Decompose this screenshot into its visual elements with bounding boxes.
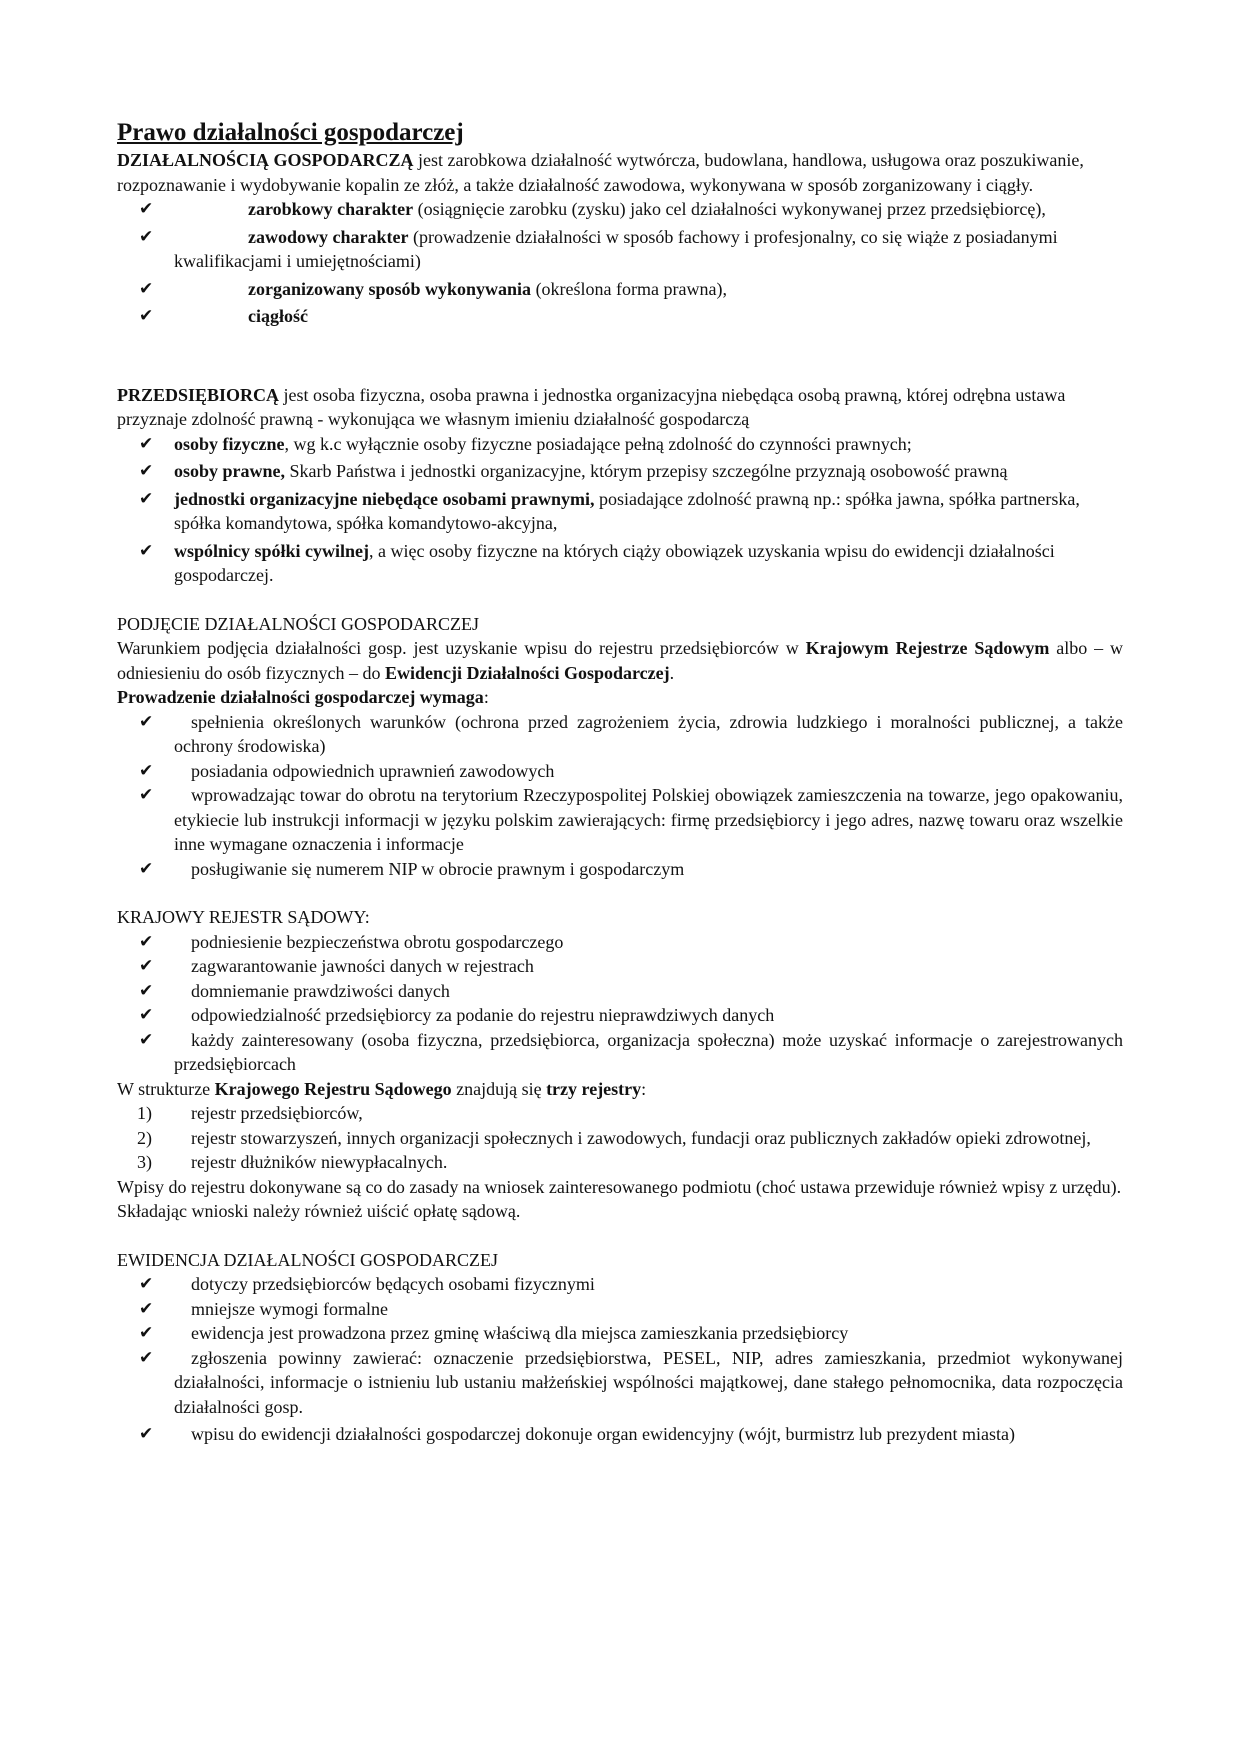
page-title: Prawo działalności gospodarczej — [117, 119, 464, 146]
item-bold: zawodowy charakter — [248, 226, 409, 247]
item-text: każdy zainteresowany (osoba fizyczna, przedsiębiorca, organizacja społeczna) może uzyskać informacje o zarejestrowanych przedsiębiorcach — [174, 1029, 1123, 1074]
paragraph — [117, 636, 1123, 685]
item-text: mniejsze wymogi formalne — [191, 1298, 388, 1319]
list-item — [117, 1028, 1123, 1077]
list-item — [117, 1272, 1123, 1297]
item-number: 1) — [137, 1103, 152, 1123]
item-text: spełnienia określonych warunków (ochrona przed zagrożeniem życia, zdrowia ludzkiego i moralności publicznej, a także ochrony środowiska) — [174, 711, 1123, 756]
item-text: posiadania odpowiednich uprawnień zawodowych — [191, 760, 555, 781]
bold-text: Ewidencji Działalności Gospodarczej — [384, 662, 670, 683]
paragraph — [117, 685, 1123, 710]
bold-text: Prowadzenie działalności gospodarczej wymaga — [117, 687, 484, 707]
list-item — [117, 1126, 1123, 1151]
list-item — [117, 710, 1123, 759]
list-item — [117, 1346, 1123, 1420]
item-text: zgłoszenia powinny zawierać: oznaczenie przedsiębiorstwa, PESEL, NIP, adres zamieszkania, przedmiot wykonywanej działalności, informacje o istnieniu lub ustaniu małżeńskiej wspólności majątkowej, dane stałego pełnomocnika, data rozpoczęcia działalności gosp. — [174, 1347, 1123, 1417]
text: . — [669, 662, 675, 683]
list-item — [117, 1321, 1123, 1346]
text: : — [364, 907, 370, 927]
item-bold: ciągłość — [248, 306, 308, 326]
item-text: wprowadzając towar do obrotu na terytorium Rzeczypospolitej Polskiej obowiązek zamieszczenia na towarze, jego opakowaniu, etykiecie lub instrukcji informacji w języku polskim zawierających: firmę przedsiębiorcy i jego adres, nazwę towaru oraz wszelkie inne wymagane oznaczenia i informacje — [174, 785, 1123, 854]
list-item — [117, 304, 1123, 329]
list-item — [117, 1422, 1123, 1447]
list-item — [117, 225, 1123, 274]
item-text: rejestr przedsiębiorców, — [191, 1103, 363, 1123]
list-item — [117, 759, 1123, 784]
term-business-activity: DZIAŁALNOŚCIĄ GOSPODARCZĄ — [117, 150, 414, 170]
item-text: (osiągnięcie zarobku (zysku) jako cel działalności wykonywanej przez przedsiębiorcę), — [413, 199, 1046, 219]
document-page — [117, 118, 1123, 1447]
item-text: rejestr dłużników niewypłacalnych. — [191, 1152, 448, 1172]
list-item — [117, 277, 1123, 302]
entrepreneur-checklist — [117, 432, 1123, 588]
section-heading: EWIDENCJA DZIAŁALNOŚCI GOSPODARCZEJ — [117, 1249, 498, 1270]
list-item — [117, 954, 1123, 979]
item-text: posiadające zdolność prawną np.: spółka jawna, spółka partnerska, spółka komandytowa, spółka komandytowo-akcyjna, — [174, 488, 1080, 533]
list-item — [117, 1003, 1123, 1028]
list-item — [117, 539, 1123, 588]
section-heading — [117, 905, 1123, 930]
list-item — [117, 979, 1123, 1004]
item-bold: wspólnicy spółki cywilnej — [174, 540, 370, 561]
item-text: odpowiedzialność przedsiębiorcy za podanie do rejestru nieprawdziwych danych — [191, 1005, 775, 1025]
item-text: , wg k.c wyłącznie osoby fizyczne posiadające pełną zdolność do czynności prawnych; — [284, 433, 912, 454]
item-text: wpisu do ewidencji działalności gospodarczej dokonuje organ ewidencyjny (wójt, burmistrz lub prezydent miasta) — [191, 1424, 1015, 1444]
definition-text: jest osoba fizyczna, osoba prawna i jednostka organizacyjna niebędąca osobą prawną, której odrębna ustawa przyznaje zdolność prawną - wykonująca we własnym imieniu działalność gospodarczą — [117, 384, 1066, 429]
list-item — [117, 783, 1123, 857]
bold-text: trzy rejestry — [546, 1078, 642, 1099]
text: : — [641, 1078, 647, 1099]
list-item — [117, 487, 1123, 536]
list-item — [117, 459, 1123, 484]
features-checklist — [117, 197, 1123, 329]
item-text: , a więc osoby fizyczne na których ciąży obowiązek uzyskania wpisu do ewidencji działalności gospodarczej. — [174, 540, 1055, 585]
krs-checklist — [117, 930, 1123, 1077]
definition-text: jest zarobkowa działalność wytwórcza, budowlana, handlowa, usługowa oraz poszukiwanie, rozpoznawanie i wydobywanie kopalin ze złóż, a także działalność zawodowa, wykonywana w sposób zorganizowany i ciągły. — [117, 150, 1084, 195]
paragraph: Wpisy do rejestru dokonywane są co do zasady na wniosek zainteresowanego podmiotu (choć ustawa przewiduje również wpisy z urzędu). Składając wnioski należy również uiścić opłatę sądową. — [117, 1176, 1122, 1221]
item-text: (prowadzenie działalności w sposób fachowy i profesjonalny, co się wiąże z posiadanymi kwalifikacjami i umiejętnościami) — [174, 226, 1058, 271]
item-bold: osoby prawne, — [174, 461, 286, 481]
item-bold: zorganizowany sposób wykonywania — [248, 278, 532, 299]
bold-text: Krajowego Rejestru Sądowego — [214, 1078, 452, 1099]
text: Warunkiem podjęcia działalności gosp. jest uzyskanie wpisu do rejestru przedsiębiorców w — [117, 638, 806, 658]
bold-text: Krajowym Rejestrze Sądowym — [805, 638, 1050, 658]
list-item — [117, 197, 1123, 222]
paragraph — [117, 1077, 1123, 1102]
item-number: 3) — [137, 1152, 152, 1172]
item-text: domniemanie prawdziwości danych — [191, 980, 450, 1001]
list-item — [117, 857, 1123, 882]
list-item — [117, 1101, 1123, 1126]
text: : — [483, 687, 489, 707]
section-heading: PODJĘCIE DZIAŁALNOŚCI GOSPODARCZEJ — [117, 613, 480, 634]
item-text: ewidencja jest prowadzona przez gminę właściwą dla miejsca zamieszkania przedsiębiorcy — [191, 1323, 849, 1343]
item-number: 2) — [137, 1127, 152, 1148]
heading-text: KRAJOWY REJESTR SĄDOWY — [117, 907, 365, 927]
text: albo – w odniesieniu do osób fizycznych – do — [117, 638, 1123, 683]
list-item — [117, 1297, 1123, 1322]
list-item — [117, 930, 1123, 955]
list-item — [117, 1150, 1123, 1175]
item-text: podniesienie bezpieczeństwa obrotu gospodarczego — [191, 931, 564, 952]
item-text: rejestr stowarzyszeń, innych organizacji społecznych i zawodowych, fundacji oraz publicznych zakładów opieki zdrowotnej, — [191, 1127, 1091, 1148]
item-text: posługiwanie się numerem NIP w obrocie prawnym i gospodarczym — [191, 858, 685, 879]
registry-checklist — [117, 1272, 1123, 1447]
item-bold: zarobkowy charakter — [248, 199, 414, 219]
item-bold: jednostki organizacyjne niebędące osobami prawnymi, — [174, 488, 595, 509]
item-text: Skarb Państwa i jednostki organizacyjne, którym przepisy szczególne przyznają osobowość prawną — [285, 461, 1008, 481]
registers-list — [117, 1101, 1123, 1175]
term-entrepreneur: PRZEDSIĘBIORCĄ — [117, 384, 280, 405]
definition-business-activity — [117, 148, 1123, 197]
text: W strukturze — [117, 1078, 215, 1099]
item-text: dotyczy przedsiębiorców będących osobami fizycznymi — [191, 1274, 595, 1294]
item-text: (określona forma prawna), — [531, 278, 727, 299]
list-item — [117, 432, 1123, 457]
definition-entrepreneur — [117, 383, 1123, 432]
item-text: zagwarantowanie jawności danych w rejestrach — [191, 956, 534, 976]
requirements-checklist — [117, 710, 1123, 882]
text: znajdują się — [451, 1078, 547, 1099]
item-bold: osoby fizyczne — [174, 433, 285, 454]
